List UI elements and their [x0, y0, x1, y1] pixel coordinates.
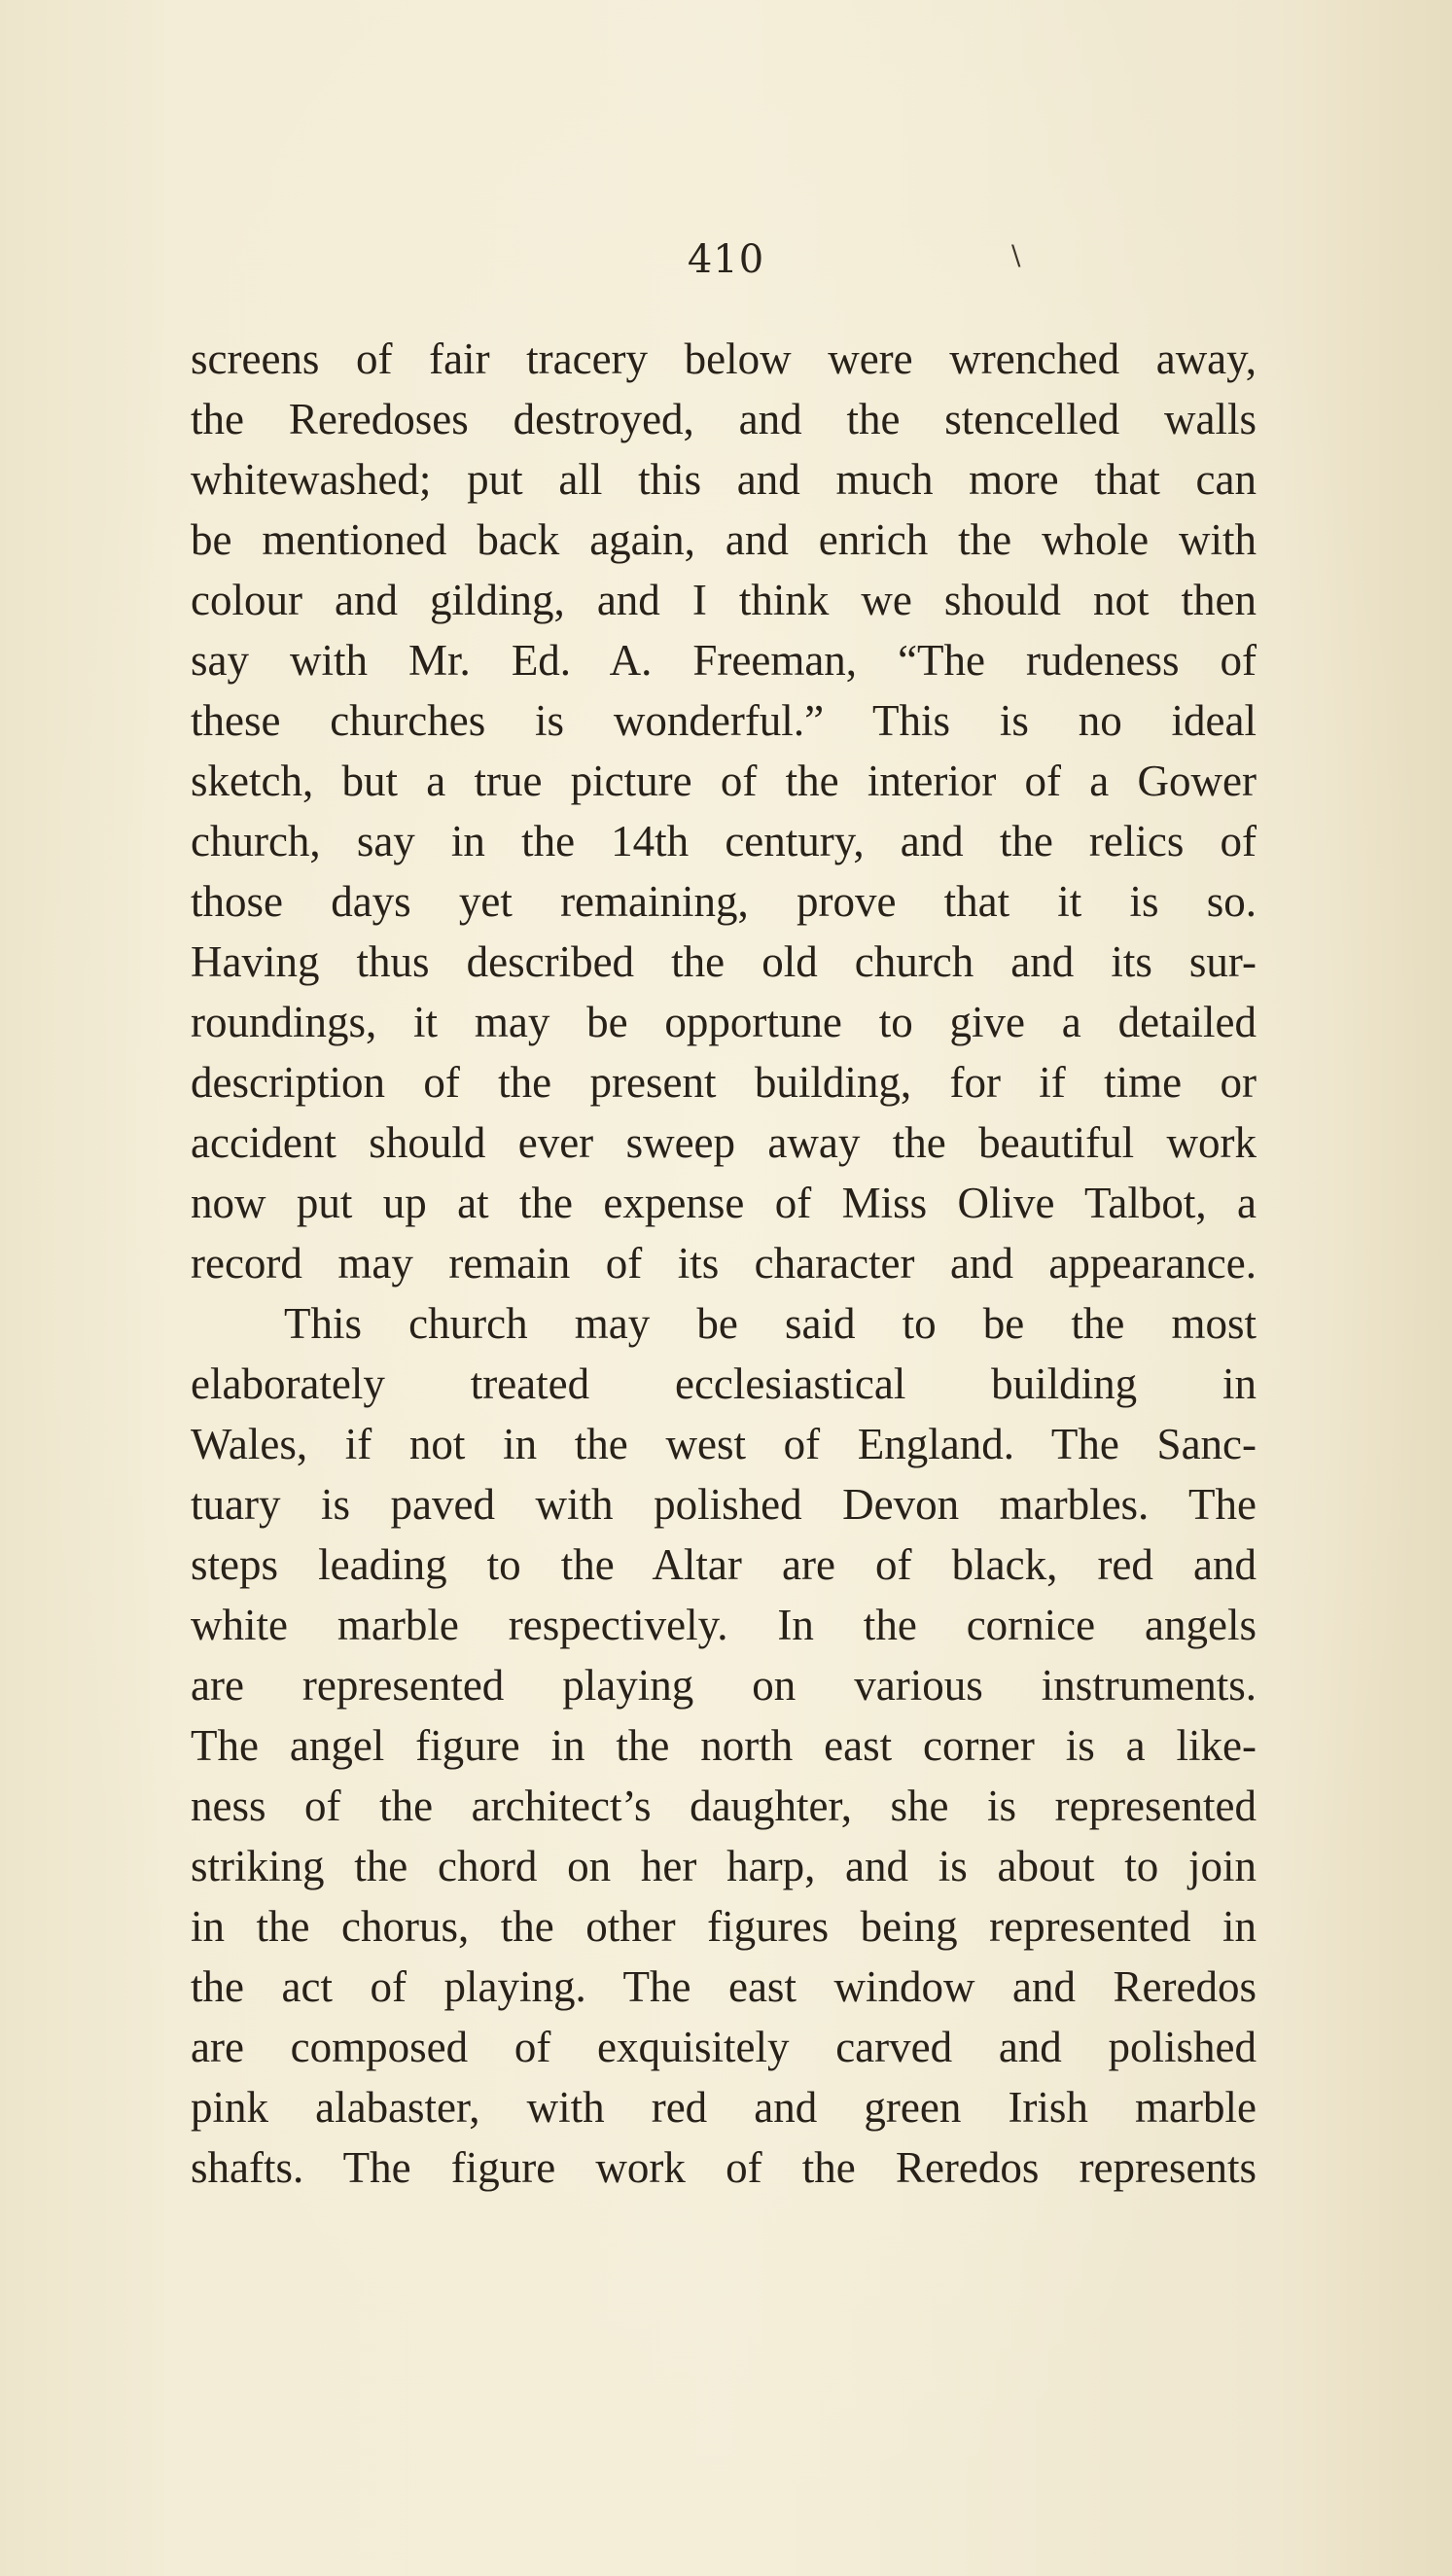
text-line: record may remain of its character and appearance. — [191, 1239, 1257, 1288]
text-line: shafts. The figure work of the Reredos represents — [191, 2143, 1257, 2192]
text-line: the act of playing. The east window and Reredos — [191, 1962, 1257, 2011]
page-number: 410 — [687, 237, 765, 282]
text-line: colour and gilding, and I think we should not then — [191, 576, 1257, 624]
text-line: description of the present building, for if time or — [191, 1058, 1257, 1107]
text-line: sketch, but a true picture of the interior of a Gower — [191, 757, 1257, 805]
text-line: Having thus described the old church and its sur- — [191, 937, 1257, 986]
text-line: are represented playing on various instruments. — [191, 1661, 1257, 1710]
text-line: roundings, it may be opportune to give a detailed — [191, 998, 1257, 1046]
text-line: elaborately treated ecclesiastical building in — [191, 1359, 1257, 1408]
text-line: say with Mr. Ed. A. Freeman, “The rudeness of — [191, 636, 1257, 685]
text-line: The angel figure in the north east corner is a like- — [191, 1721, 1257, 1770]
text-line: church, say in the 14th century, and the relics of — [191, 817, 1257, 865]
text-line: screens of fair tracery below were wrenched away, — [191, 335, 1257, 383]
text-line: those days yet remaining, prove that it is so. — [191, 877, 1257, 926]
text-line: Wales, if not in the west of England. The Sanc- — [191, 1420, 1257, 1468]
text-line: pink alabaster, with red and green Irish marble — [191, 2083, 1257, 2132]
text-line: striking the chord on her harp, and is about to join — [191, 1842, 1257, 1890]
text-line: are composed of exquisitely carved and polished — [191, 2023, 1257, 2071]
text-line: now put up at the expense of Miss Olive Talbot, a — [191, 1179, 1257, 1227]
body-text — [191, 329, 1257, 2198]
margin-mark: \ — [1011, 239, 1021, 271]
text-line: tuary is paved with polished Devon marbles. The — [191, 1480, 1257, 1529]
text-line: these churches is wonderful.” This is no ideal — [191, 696, 1257, 745]
text-line: the Reredoses destroyed, and the stencelled walls — [191, 395, 1257, 443]
paragraph-start-line: This church may be said to be the most — [284, 1299, 1257, 1348]
text-line: accident should ever sweep away the beautiful work — [191, 1118, 1257, 1167]
text-line: steps leading to the Altar are of black, red and — [191, 1540, 1257, 1589]
text-line: ness of the architect’s daughter, she is represented — [191, 1782, 1257, 1830]
text-line: be mentioned back again, and enrich the whole with — [191, 515, 1257, 564]
text-line: whitewashed; put all this and much more that can — [191, 455, 1257, 504]
text-line: white marble respectively. In the cornice angels — [191, 1601, 1257, 1649]
text-line: in the chorus, the other figures being represented in — [191, 1902, 1257, 1951]
